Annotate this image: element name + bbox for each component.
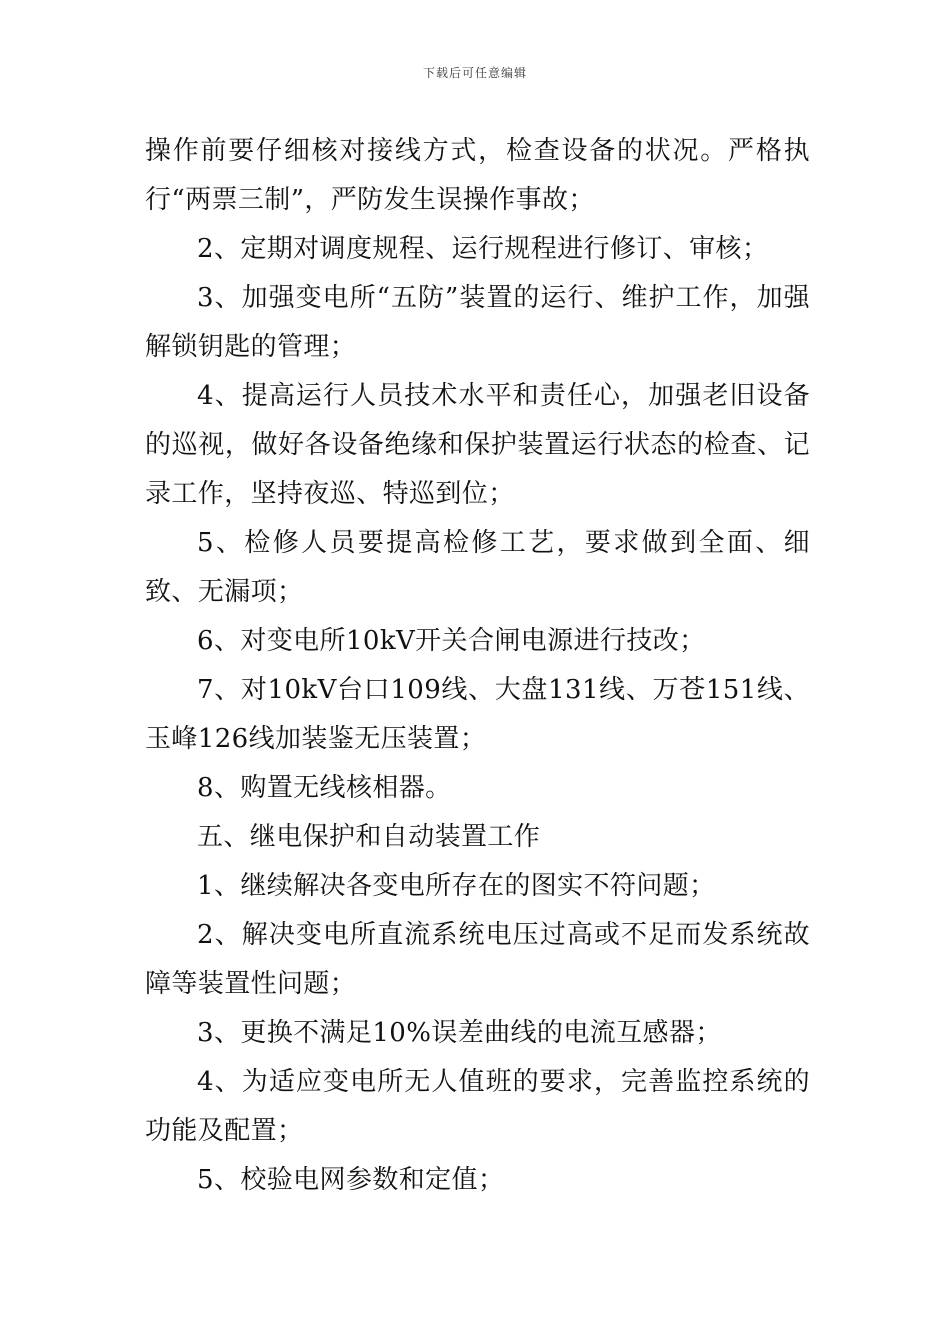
list-item: 8、购置无线核相器。: [197, 773, 452, 803]
list-item: 2、解决变电所直流系统电压过高或不足而发系统故障等装置性问题；: [145, 920, 810, 999]
body-text: [145, 127, 810, 1205]
list-item: 3、加强变电所“五防”装置的运行、维护工作，加强解锁钥匙的管理；: [145, 283, 810, 362]
list-item: 5、检修人员要提高检修工艺，要求做到全面、细致、无漏项；: [145, 528, 810, 607]
list-item: 2、定期对调度规程、运行规程进行修订、审核；: [197, 234, 769, 264]
paragraph-continuation: 操作前要仔细核对接线方式，检查设备的状况。严格执行“两票三制”，严防发生误操作事故；: [145, 136, 810, 215]
list-item: 7、对10kV台口109线、大盘131线、万苍151线、玉峰126线加装鉴无压装置；: [145, 675, 810, 754]
list-item: 5、校验电网参数和定值；: [197, 1165, 505, 1195]
section-heading: 五、继电保护和自动装置工作: [197, 822, 541, 852]
header-note: 下载后可任意编辑: [422, 66, 527, 80]
list-item: 4、提高运行人员技术水平和责任心，加强老旧设备的巡视，做好各设备绝缘和保护装置运行状态的检查、记录工作，坚持夜巡、特巡到位；: [145, 381, 810, 509]
list-item: 3、更换不满足10%误差曲线的电流互感器；: [197, 1018, 722, 1048]
list-item: 6、对变电所10kV开关合闸电源进行技改；: [197, 626, 706, 656]
list-item: 1、继续解决各变电所存在的图实不符问题；: [197, 871, 716, 901]
list-item: 4、为适应变电所无人值班的要求，完善监控系统的功能及配置；: [145, 1067, 810, 1146]
